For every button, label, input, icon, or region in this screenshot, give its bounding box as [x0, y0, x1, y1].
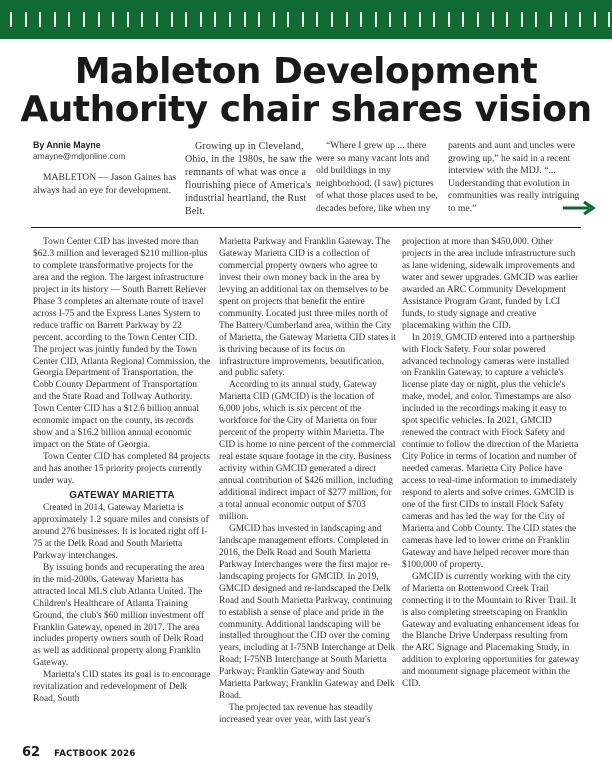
band-tick [594, 12, 596, 27]
intro-paragraph-3: “Where I grew up ... there were so many vacant lots and old buildings in my neighborhood. (I saw) pictures of what those places used to be, decades before, like when my [316, 140, 438, 214]
headline [0, 53, 612, 129]
body-paragraph: GMCID has invested in landscaping and landscape management efforts. Completed in 2016, the Delk Road and South Marietta Parkway Interchanges were the first major re-landscaping projects for GMCID. In 2019, GMCID designed and re-landscaped the Delk Road and South Marietta Parkway, continuing to establish a sense of place and pride in the community. Additional landscaping will be installed throughout the CID over the coming years, including at I-75NB Interchange at Delk Road; I-75NB Interchange at South Marietta Parkway; Franklin Gateway and South Marietta Parkway; Franklin Gateway and Delk Road. [219, 523, 396, 702]
intro-column-1 [33, 140, 183, 197]
body-column-2 [219, 237, 397, 727]
band-tick [550, 12, 552, 27]
band-tick [25, 12, 27, 27]
byline-author: By Annie Mayne [33, 140, 101, 150]
band-tick [608, 12, 610, 27]
body-paragraph: Marietta's CID states its goal is to encourage revitalization and redevelopment of Delk Road, South [33, 670, 211, 705]
intro-column-3 [316, 140, 438, 216]
band-tick [98, 12, 100, 27]
headline-line-1: Mableton Development [74, 51, 538, 92]
body-paragraph: In 2019, GMCID entered into a partnership with Flock Safety. Four solar powered advanced technology cameras were installed on Franklin Gateway, to capture a vehicle's license plate day or night, plus the vehicle's make, model, and color. Timestamps are also included in the recordings making it easy to spot specific vehicles. In 2021, GMCID renewed the contract with Flock Safety and continue to follow the direction of the Marietta City Police in terms of location and number of needed cameras. Marietta City Police have access to real-time information to immediately respond to alerts and solve crimes. GMCID is one of the first CIDs to install Flock Safety cameras and has led the way for the City of Marietta and Cobb County. The CID states the cameras have led to lower crime on Franklin Gateway and have helped recover more than $100,000 of property. [402, 332, 579, 570]
band-tick [404, 12, 406, 27]
band-tick [171, 12, 173, 27]
band-tick [492, 12, 494, 27]
band-tick [156, 12, 158, 27]
band-tick [389, 12, 391, 27]
body-paragraph: Town Center CID has completed 84 projects and has another 15 priority projects currently under way. [33, 452, 211, 487]
band-tick [273, 12, 275, 27]
band-tick [521, 12, 523, 27]
band-tick [54, 12, 56, 27]
intro-paragraph-1: MABLETON — Jason Gaines has always had an eye for development. [33, 172, 177, 196]
byline-email-link[interactable]: amayne@mdjonline.com [33, 151, 126, 161]
band-tick [535, 12, 537, 27]
band-tick [127, 12, 129, 27]
band-tick [477, 12, 479, 27]
band-tick [258, 12, 260, 27]
body-paragraph: Created in 2014, Gateway Marietta is approximately 1.2 square miles and consists of around 276 businesses. It is located right off I-75 at the Delk Road and South Marietta Parkway interchanges. [33, 502, 209, 561]
body-column-3 [402, 237, 580, 691]
band-tick [462, 12, 464, 27]
body-paragraph: projection at more than $450,000. Other projects in the area include infrastructure such as lane widening, sidewalk improvements and water and sewer upgrades. GMCID was earlier awarded an ARC Community Development Assistance Program Grant, funded by LCI funds, to study signage and creative placemaking within the CID. [402, 237, 579, 331]
page-footer [22, 745, 136, 760]
intro-paragraph-4: parents and aunt and uncles were growing up,” he said in a recent interview with the MDJ. “... Understanding that evolution in communities was really intriguing to me.” [448, 140, 580, 214]
band-tick [360, 12, 362, 27]
header-band [0, 0, 612, 39]
intro-column-2 [185, 140, 323, 218]
publication-name: FACTBOOK 2026 [54, 749, 136, 759]
section-divider [31, 227, 581, 228]
band-tick [244, 12, 246, 27]
band-tick [83, 12, 85, 27]
band-tick [506, 12, 508, 27]
body-paragraph: By issuing bonds and recuperating the area in the mid-2000s, Gateway Marietta has attracted local MLS club Atlanta United. The Children's Healthcare of Atlanta Training Ground, the club's $60 million investment off Franklin Gateway, opened in 2017. The area includes property owners south of Delk Road as well as additional property along Franklin Gateway. [33, 562, 205, 669]
body-column-1 [33, 237, 211, 706]
band-tick [448, 12, 450, 27]
band-tick [579, 12, 581, 27]
band-tick [565, 12, 567, 27]
body-paragraph: According to its annual study, Gateway Marietta CID (GMCID) is the location of 6,000 jobs, which is six percent of the workforce for the City of Marietta on four percent of the property within Marietta. The CID is home to nine percent of the commercial real estate square footage in the city. Business activity within GMCID generated a direct annual contribution of $426 million, including additional indirect impact of $277 million, for a total annual economic output of $703 million. [219, 380, 396, 522]
band-tick [141, 12, 143, 27]
band-tick [112, 12, 114, 27]
band-tick [433, 12, 435, 27]
band-tick [68, 12, 70, 27]
body-paragraph: GMCID is currently working with the city of Marietta on Rottenwood Creek Trail connecting it to the Mountain to River Trail. It is also completing streetscaping on Franklin Gateway and evaluating enhancement ideas for the Blanche Drive Underpass resulting from the ARC Signage and Placemaking Study, in addition to exploring opportunities for gateway and monument signage placement within the CID. [402, 571, 580, 690]
headline-line-2: Authority chair shares vision [20, 89, 592, 130]
band-tick [229, 12, 231, 27]
band-tick [375, 12, 377, 27]
band-tick [185, 12, 187, 27]
section-subhead: GATEWAY MARIETTA [69, 490, 175, 502]
band-tick [10, 12, 12, 27]
band-tick [302, 12, 304, 27]
body-paragraph: Town Center CID has invested more than $62.3 million and leveraged $210 million-plus to complete transformative projects for the area and the region. The largest infrastructure project in its history — South Barrett Reliever Phase 3 completes an alternate route of travel across I-75 and the Express Lanes System to reduce traffic on Barrett Parkway by 22 percent, according to the Town Center CID. The project was jointly funded by the Town Center CID, Atlanta Regional Commission, the Georgia Department of Transportation, the Cobb County Department of Transportation and the State Road and Tollway Authority. Town Center CID has a $12.6 billion annual economic impact on the county, its records show and a $16.2 billion annual economic impact on the State of Georgia. [33, 237, 211, 451]
page-number: 62 [22, 745, 41, 760]
intro-paragraph-2: Growing up in Cleveland, Ohio, in the 1980s, he saw the remnants of what was once a flourishing piece of America's industrial heartland, the Rust Belt. [185, 141, 313, 217]
band-tick [287, 12, 289, 27]
right-arrow-icon [563, 201, 597, 215]
band-tick [346, 12, 348, 27]
band-tick [39, 12, 41, 27]
band-tick [316, 12, 318, 27]
band-tick [419, 12, 421, 27]
band-tick [331, 12, 333, 27]
body-paragraph: Marietta Parkway and Franklin Gateway. The Gateway Marietta CID is a collection of commercial property owners who agree to invest their own money back in the area by levying an additional tax on themselves to be spent on projects that benefit the entire community. Located just three miles north of The Battery/Cumberland area, within the City of Marietta, the Gateway Marietta CID states it is thriving because of its focus on infrastructure improvements, beautification, and public safety. [219, 237, 397, 379]
body-paragraph: The projected tax revenue has steadily increased year over year, with last year's [219, 703, 373, 726]
band-tick [200, 12, 202, 27]
band-tick [214, 12, 216, 27]
